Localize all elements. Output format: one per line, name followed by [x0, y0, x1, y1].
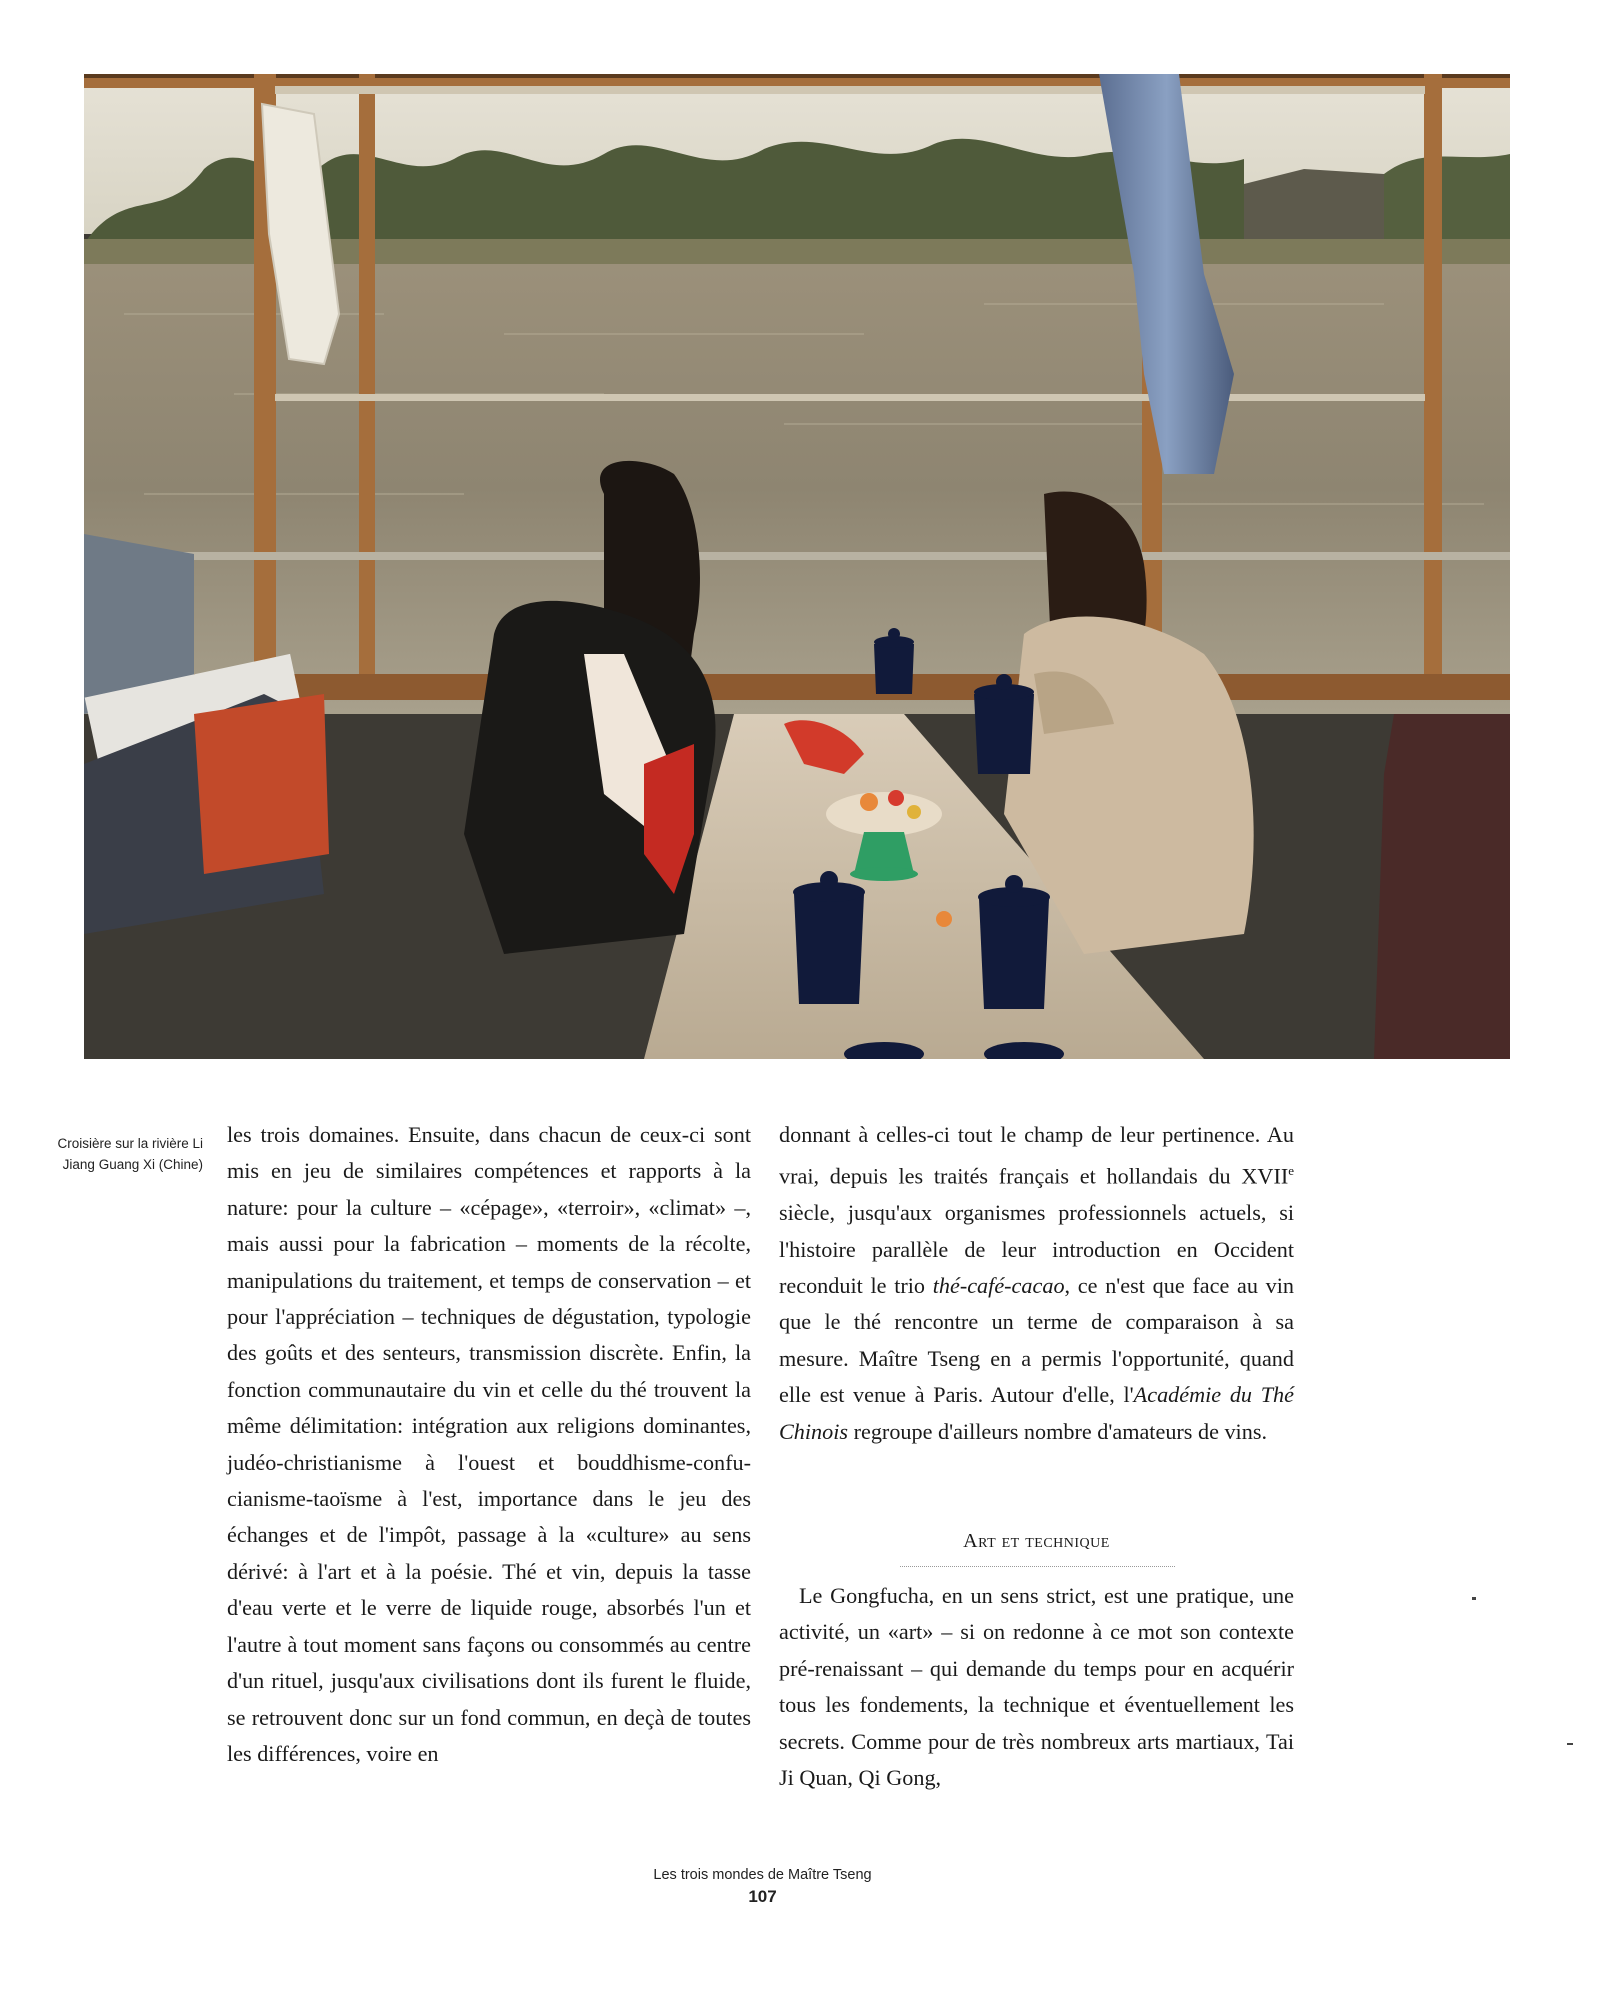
italic-phrase: thé-café-cacao: [932, 1273, 1065, 1299]
running-footer-title: Les trois mondes de Maître Tseng: [653, 1867, 872, 1883]
body-column-right-bottom: [779, 1578, 1294, 1796]
paragraph: Le Gongfucha, en un sens strict, est une pratique, une activité, un «art» – si on redonne à ce mot son contexte pré-renaissant – qui demande du temps pour en acquérir tous les fondements, la technique et éventuellement les secrets. Comme pour de très nombreux arts martiaux, Tai Ji Quan, Qi Gong,: [779, 1583, 1294, 1791]
photo-boat-cabin: [84, 74, 1510, 1059]
italic-title: Académie du Thé Chinois: [779, 1382, 1294, 1444]
heading-rule: [900, 1566, 1175, 1567]
paragraph: les trois domaines. Ensuite, dans chacun de ceux-ci sont mis en jeu de similaires compétences et rapports à la nature: pour la culture – «cépage», «terroir», «climat» –, mais aussi pour la fabrication – moments de la récolte, manipulations du traitement, et temps de conservation – et pour l'appréciation – techniques de dégustation, typologie des goûts et des senteurs, transmission discrète. Enfin, la fonction communautaire du vin et celle du thé trouvent la même délimitation: intégration aux religions dominantes, judéo-christianisme à l'ouest et bouddhisme-confucianisme-taoïsme à l'est, importance dans le jeu des échanges et de l'impôt, passage à la «culture» au sens dérivé: à l'art et à la poésie. Thé et vin, depuis la tasse d'eau verte et le verre de liquide rouge, absorbés l'un et l'autre à tout moment sans façons ou consommés au centre d'un rituel, jusqu'aux civilisations dont ils furent le fluide, se retrouvent donc sur un fond commun, en deçà de toutes les différences, voire en: [227, 1122, 751, 1766]
body-column-right-top: [779, 1117, 1294, 1450]
body-column-left: [227, 1117, 751, 1772]
photo-caption: Croisière sur la rivière Li Jiang Guang Xi (Chine): [57, 1136, 203, 1172]
section-heading: Art et technique: [963, 1530, 1110, 1552]
paragraph: donnant à celles-ci tout le champ de leur pertinence. Au vrai, depuis les traités français et hollandais du XVIIe siècle, jusqu'aux organismes professionnels actuels, si l'histoire parallèle de leur introduction en Occident reconduit le trio thé-café-cacao, ce n'est que face au vin que le thé rencontre un terme de comparaison à sa mesure. Maître Tseng en a permis l'opportunité, quand elle est venue à Paris. Autour d'elle, l'Académie du Thé Chinois regroupe d'ailleurs nombre d'amateurs de vins.: [779, 1122, 1294, 1444]
page-number: 107: [748, 1887, 777, 1906]
scan-speck: [1567, 1743, 1573, 1745]
scan-speck: [1472, 1597, 1476, 1600]
